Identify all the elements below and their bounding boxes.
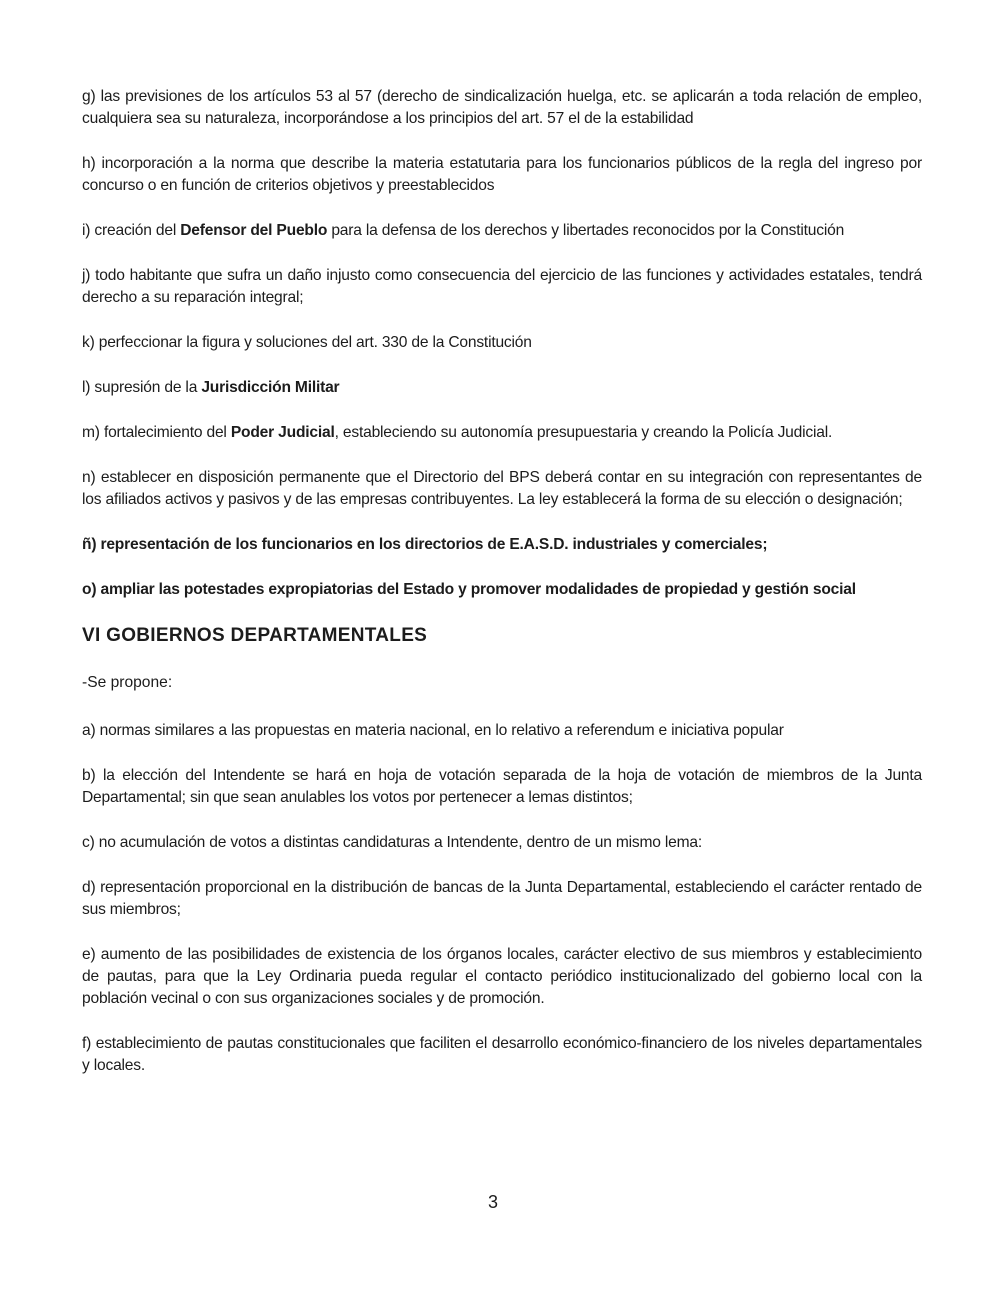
item-text: establecer en disposición permanente que el Directorio del BPS deberá contar en su integración con representantes de los afiliados activos y pasivos y de las empresas contribuyentes. La ley establecerá la forma de su elección o designación; <box>82 469 922 508</box>
item-text: no acumulación de votos a distintas candidaturas a Intendente, dentro de un mismo lema: <box>98 834 702 851</box>
list-item <box>82 534 922 556</box>
item-marker: j) <box>82 267 91 284</box>
bold-text: Jurisdicción Militar <box>201 379 340 396</box>
list-item <box>82 579 922 601</box>
item-marker: o) <box>82 581 97 598</box>
item-marker: d) <box>82 879 96 896</box>
document-body <box>82 86 922 1100</box>
item-text: las previsiones de los artículos 53 al 57 (derecho de sindicalización huelga, etc. se aplicarán a toda relación de empleo, cualquiera sea su naturaleza, incorporándose a los principios del art. 57 el de la estabilidad <box>82 88 922 127</box>
list-item <box>82 467 922 511</box>
item-text: incorporación a la norma que describe la materia estatutaria para los funcionarios públicos de la regla del ingreso por concurso o en función de criterios objetivos y preestablecidos <box>82 155 922 194</box>
list-item <box>82 1033 922 1077</box>
list-item <box>82 220 922 242</box>
list-item <box>82 265 922 309</box>
item-text: para la defensa de los derechos y libertades reconocidos por la Constitución <box>327 222 845 239</box>
item-text: perfeccionar la figura y soluciones del art. 330 de la Constitución <box>98 334 532 351</box>
list-item <box>82 944 922 1010</box>
bold-text: representación de los funcionarios en los directorios de E.A.S.D. industriales y comerciales; <box>100 536 768 553</box>
section-intro: -Se propone: <box>82 674 173 691</box>
item-text: supresión de la <box>94 379 202 396</box>
item-text: todo habitante que sufra un daño injusto como consecuencia del ejercicio de las funciones y actividades estatales, tendrá derecho a su reparación integral; <box>82 267 922 306</box>
item-marker: c) <box>82 834 95 851</box>
item-marker: n) <box>82 469 96 486</box>
item-marker: a) <box>82 722 96 739</box>
item-text: establecimiento de pautas constitucionales que faciliten el desarrollo económico-financiero de los niveles departamentales y locales. <box>82 1035 922 1074</box>
section-heading: VI GOBIERNOS DEPARTAMENTALES <box>82 625 428 646</box>
section-vi-list <box>82 720 922 1077</box>
item-text: , estableciendo su autonomía presupuestaria y creando la Policía Judicial. <box>334 424 833 441</box>
item-marker: e) <box>82 946 96 963</box>
item-text: normas similares a las propuestas en materia nacional, en lo relativo a referendum e iniciativa popular <box>99 722 784 739</box>
item-text: la elección del Intendente se hará en hoja de votación separada de la hoja de votación de miembros de la Junta Departamental; sin que sean anulables los votos por pertenecer a lemas distintos; <box>82 767 922 806</box>
item-text: creación del <box>94 222 181 239</box>
item-marker: i) <box>82 222 91 239</box>
item-marker: g) <box>82 88 96 105</box>
item-marker: ñ) <box>82 536 97 553</box>
item-marker: f) <box>82 1035 92 1052</box>
item-marker: k) <box>82 334 95 351</box>
bold-text: ampliar las potestades expropiatorias del Estado y promover modalidades de propiedad y gestión social <box>100 581 856 598</box>
item-text: fortalecimiento del <box>103 424 231 441</box>
list-item <box>82 86 922 130</box>
item-text: aumento de las posibilidades de existencia de los órganos locales, carácter electivo de sus miembros y establecimiento de pautas, para que la Ley Ordinaria pueda regular el contacto periódico institucionalizado del gobierno local con la población vecinal o con sus organizaciones sociales y de promoción. <box>82 946 922 1007</box>
page-number: 3 <box>487 1192 498 1212</box>
section-v-list <box>82 86 922 601</box>
list-item <box>82 832 922 854</box>
list-item <box>82 422 922 444</box>
list-item <box>82 765 922 809</box>
list-item <box>82 153 922 197</box>
item-marker: h) <box>82 155 96 172</box>
item-marker: l) <box>82 379 91 396</box>
list-item <box>82 720 922 742</box>
list-item <box>82 332 922 354</box>
bold-text: Defensor del Pueblo <box>180 222 328 239</box>
bold-text: Poder Judicial <box>230 424 335 441</box>
list-item <box>82 377 922 399</box>
item-marker: m) <box>82 424 100 441</box>
item-marker: b) <box>82 767 96 784</box>
list-item <box>82 877 922 921</box>
item-text: representación proporcional en la distribución de bancas de la Junta Departamental, estableciendo el carácter rentado de sus miembros; <box>82 879 922 918</box>
